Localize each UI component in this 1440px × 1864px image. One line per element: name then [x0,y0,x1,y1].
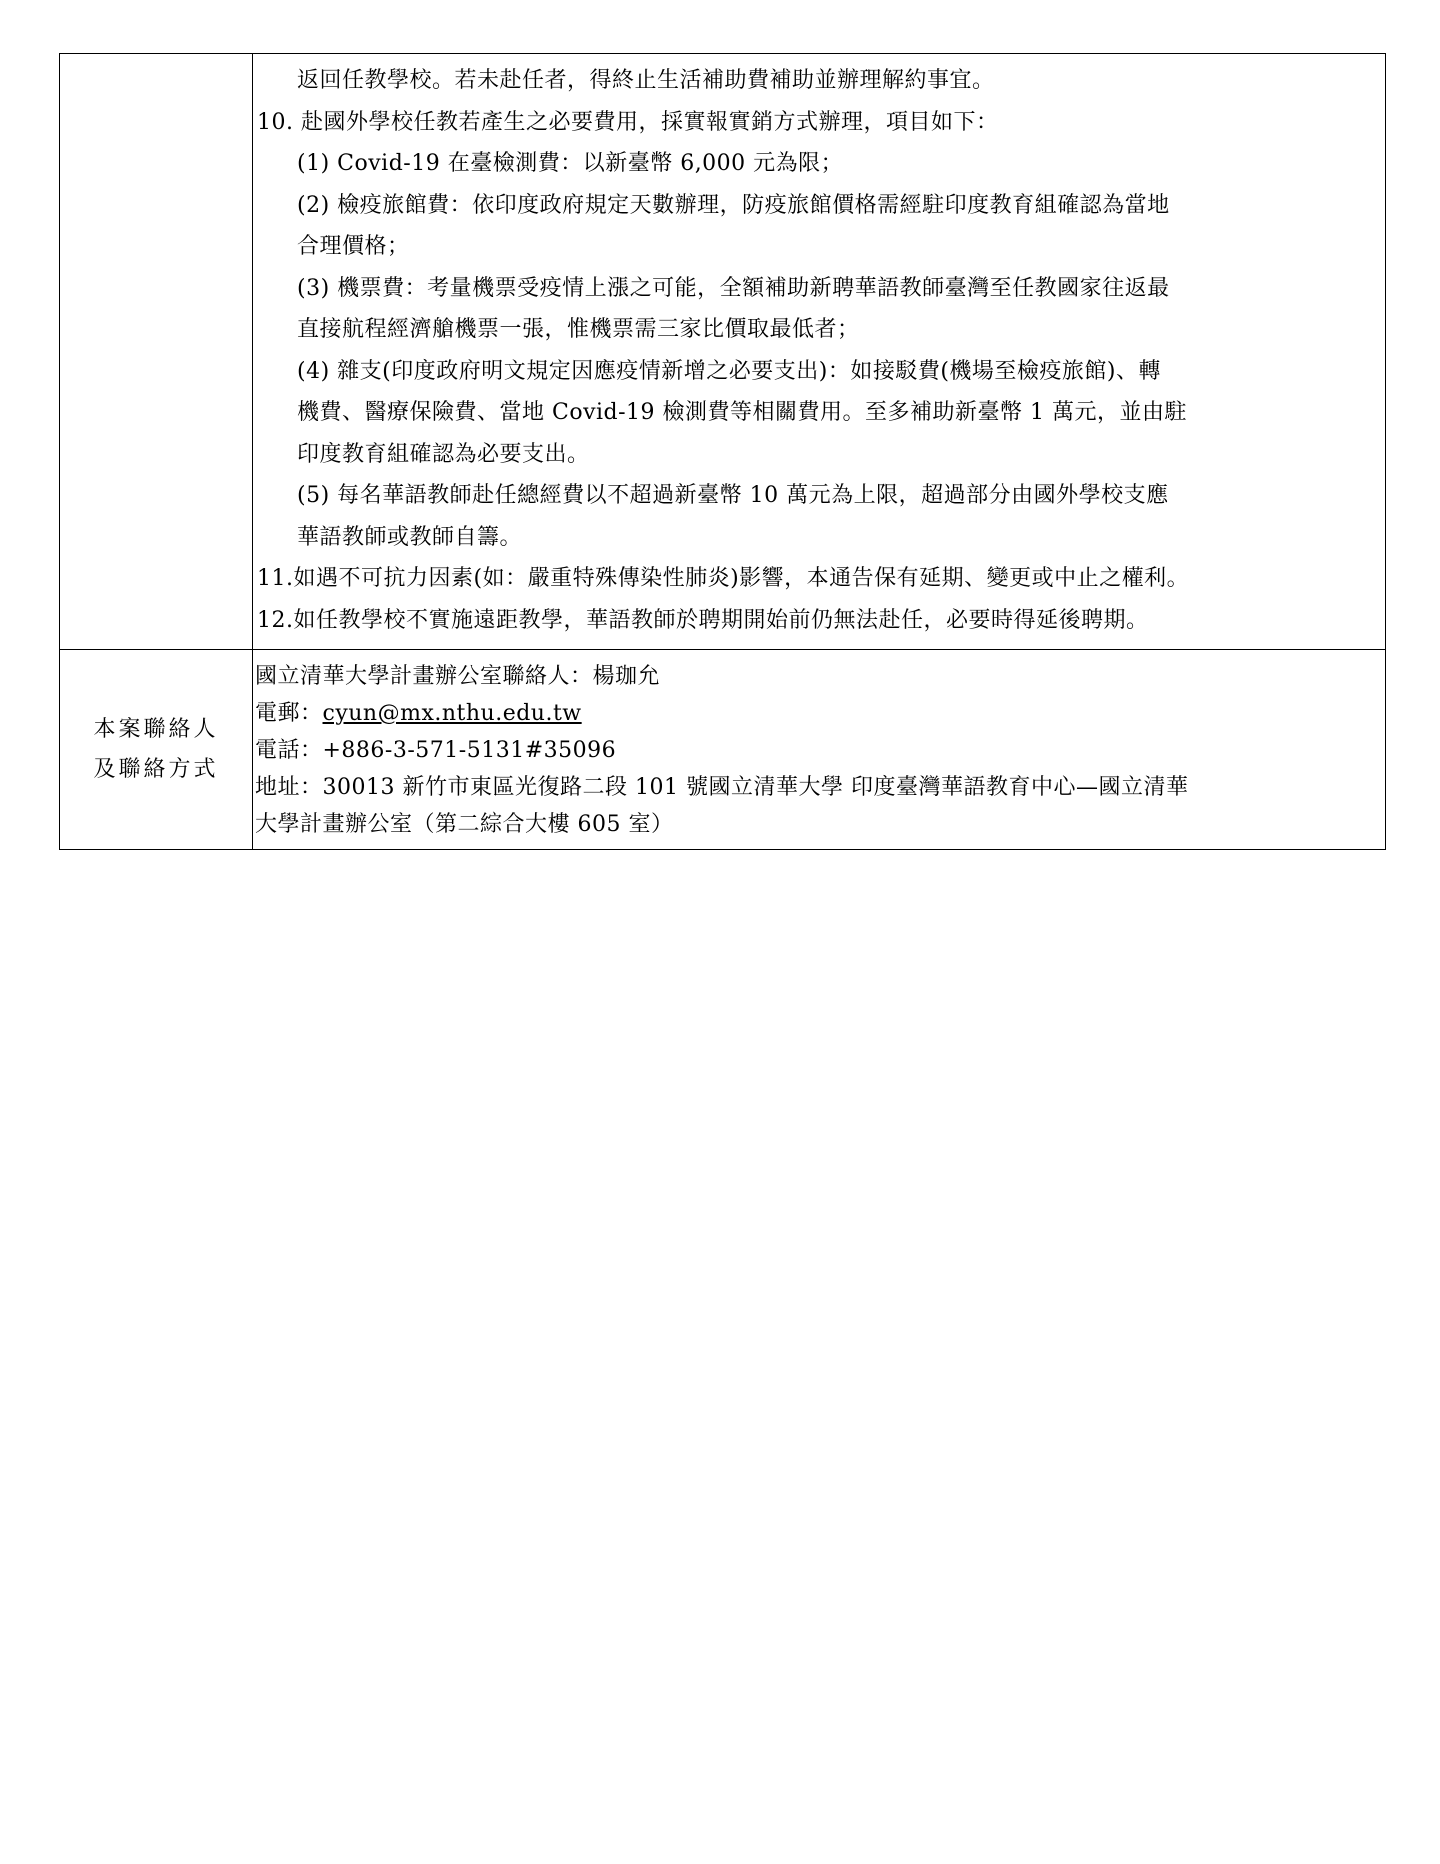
contact-email-line [255,695,1383,732]
table-row-contact [60,650,1386,850]
item-11: 11.如遇不可抗力因素(如：嚴重特殊傳染性肺炎)影響，本通告保有延期、變更或中止之權利。 [257,566,1190,591]
document-table [59,53,1386,850]
sub-item-5-continued: 華語教師或教師自籌。 [297,524,523,550]
text-line: 返回任教學校。若未赴任者，得終止生活補助費補助並辦理解約事宜。 [297,68,995,93]
contact-address: 地址：30013 新竹市東區光復路二段 101 號國立清華大學 印度臺灣華語教育中心—國立清華 [255,775,1189,800]
row-label-cell-empty [60,54,253,650]
email-label: 電郵： [255,701,323,726]
sub-item-4-continued: 機費、醫療保險費、當地 Covid-19 檢測費等相關費用。至多補助新臺幣 1 萬元，並由駐 [297,400,1188,425]
contact-label-line: 及聯絡方式 [93,756,219,782]
sub-item-2-continued: 合理價格； [297,234,410,259]
contact-address-continued: 大學計畫辦公室（第二綜合大樓 605 室） [255,812,674,837]
contact-content-cell [253,650,1386,850]
sub-item-5: (5) 每名華語教師赴任總經費以不超過新臺幣 10 萬元為上限，超過部分由國外學校支應 [297,483,1169,508]
sub-item-4: (4) 雜支(印度政府明文規定因應疫情新增之必要支出)：如接駁費(機場至檢疫旅館)、轉 [297,358,1161,384]
sub-item-4-continued: 印度教育組確認為必要支出。 [297,441,590,467]
contact-phone: 電話：+886-3-571-5131#35096 [255,738,617,763]
sub-item-3-continued: 直接航程經濟艙機票一張，惟機票需三家比價取最低者； [297,317,860,342]
contact-person: 國立清華大學計畫辦公室聯絡人：楊珈允 [255,664,661,689]
subsidy-content-cell [253,54,1386,650]
item-10-heading: 10. 赴國外學校任教若產生之必要費用，採實報實銷方式辦理，項目如下： [257,109,999,135]
contact-label-cell [60,650,253,850]
sub-item-2: (2) 檢疫旅館費：依印度政府規定天數辦理，防疫旅館價格需經駐印度教育組確認為當地 [297,192,1170,218]
email-link[interactable]: cyun@mx.nthu.edu.tw [322,701,582,726]
sub-item-3: (3) 機票費：考量機票受疫情上漲之可能，全額補助新聘華語教師臺灣至任教國家往返最 [297,275,1170,301]
item-12: 12.如任教學校不實施遠距教學，華語教師於聘期開始前仍無法赴任，必要時得延後聘期。 [257,607,1149,633]
table-row-subsidy-items [60,54,1386,650]
contact-label-line: 本案聯絡人 [93,716,219,742]
sub-item-1: (1) Covid-19 在臺檢測費：以新臺幣 6,000 元為限； [297,151,844,176]
